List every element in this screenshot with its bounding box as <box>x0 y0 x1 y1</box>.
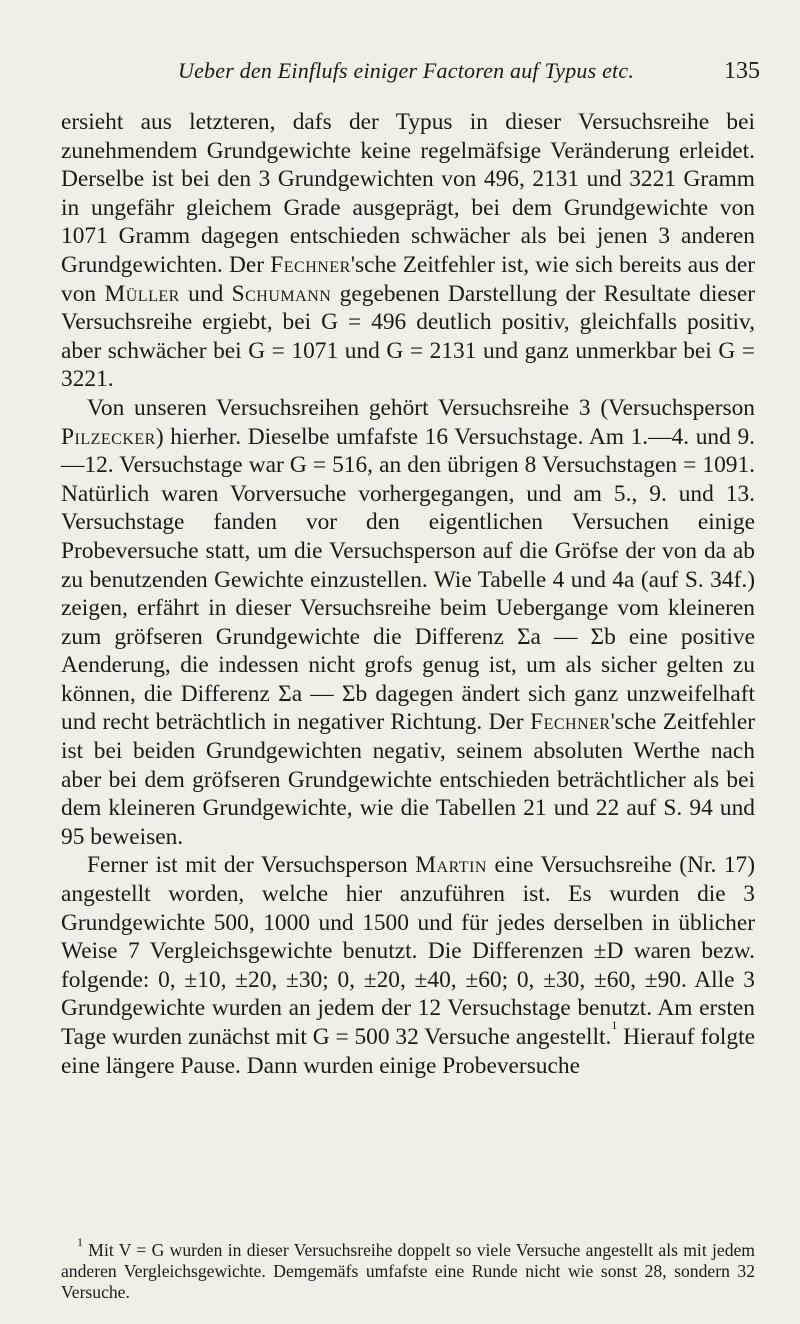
author-name: Fechner <box>530 709 611 736</box>
author-name: Fechner <box>270 251 351 278</box>
text-run: und <box>179 280 232 307</box>
author-name: Schumann <box>231 280 332 307</box>
text-run: Hierauf folgte eine längere Pause. Dann wurden einige Probeversuche <box>61 1024 756 1079</box>
text-run: gegebenen Darstellung der Resultate dieser Versuchsreihe ergiebt, bei G = 496 deutlich positiv, gleichfalls positiv, aber schwächer bei G = 1071 und G = 2131 und ganz unmerkbar bei G = 3221. <box>61 280 756 393</box>
text-run: 'sche Zeitfehler ist, wie sich bereits aus der von <box>61 251 755 307</box>
paragraph-1 <box>61 108 755 394</box>
text-run: Ferner ist mit der Versuchsperson <box>87 852 416 879</box>
text-run: eine Versuchsreihe (Nr. 17) angestellt worden, welche hier anzuführen ist. Es wurden die 3 Grundgewichte 500, 1000 und 1500 und für jedes derselben in üblicher Weise 7 Vergleichsgewichte benutzt. Die Differenzen ±D waren bezw. folgende: 0, ±10, ±20, ±30; 0, ±20, ±40, ±60; 0, ±30, ±60, ±90. Alle 3 Grundgewichte wurden an jedem der 12 Versuchstage benutzt. Am ersten Tage wurden zunächst mit G = 500 32 Versuche angestellt. <box>61 852 756 1050</box>
running-title: Ueber den Einflufs einiger Factoren auf Typus etc. <box>178 58 635 83</box>
author-name: Martin <box>415 852 487 879</box>
text-run: ersieht aus letzteren, dafs der Typus in dieser Versuchsreihe bei zunehmendem Grundgewichte keine regelmäfsige Veränderung erleidet. Derselbe ist bei den 3 Grundgewichten von 496, 2131 und 3221 Gramm in ungefähr gleichem Grade ausgeprägt, bei dem Grundgewichte von 1071 Gramm dagegen entschieden schwächer als bei jenen 3 anderen Grundgewichten. Der <box>61 109 755 278</box>
paragraph-3 <box>61 851 755 1080</box>
footnote-mark: 1 <box>611 1018 618 1032</box>
paragraph-2 <box>61 394 755 852</box>
main-text <box>61 108 755 1080</box>
text-run: ) hierher. Dieselbe umfafste 16 Versuchstage. Am 1.—4. und 9.—12. Versuchstage war G = 516, an den übrigen 8 Versuchstagen = 1091. Natürlich waren Vorversuche vorhergegangen, und am 5., 9. und 13. Versuchstage fanden vor den eigentlichen Versuchen einige Probeversuche statt, um die Versuchsperson auf die Gröfse der von da ab zu benutzenden Gewichte einzustellen. Wie Tabelle 4 und 4a (auf S. 34f.) zeigen, erfährt in dieser Versuchsreihe beim Uebergange vom kleineren zum gröfseren Grundgewichte die Differenz Σa — Σb eine positive Aenderung, die indessen nicht grofs genug ist, um als sicher gelten zu können, die Differenz Σa — Σb dagegen ändert sich ganz unzweifelhaft und recht beträchtlich in negativer Richtung. Der <box>61 423 755 736</box>
text-run: 'sche Zeitfehler ist bei beiden Grundgewichten negativ, seinem absoluten Werthe nach aber bei dem gröfseren Grundgewichte entschieden beträchtlicher als bei dem kleineren Grundgewichte, wie die Tabellen 21 und 22 auf S. 94 und 95 beweisen. <box>61 709 755 850</box>
text-run: Von unseren Versuchsreihen gehört Versuchsreihe 3 (Versuchsperson <box>87 394 755 421</box>
author-name: Müller <box>104 280 180 307</box>
author-name: Pilzecker <box>61 423 156 450</box>
page-header <box>60 58 760 98</box>
footnote-1 <box>61 1235 755 1303</box>
page-number: 135 <box>724 58 760 84</box>
footnote-number: 1 <box>77 1235 83 1249</box>
footnotes <box>61 1235 755 1303</box>
footnote-text: Mit V = G wurden in dieser Versuchsreihe doppelt so viele Versuche angestellt als mit jedem anderen Vergleichsgewichte. Demgemäfs umfafste eine Runde nicht wie sonst 28, sondern 32 Versuche. <box>61 1240 755 1302</box>
